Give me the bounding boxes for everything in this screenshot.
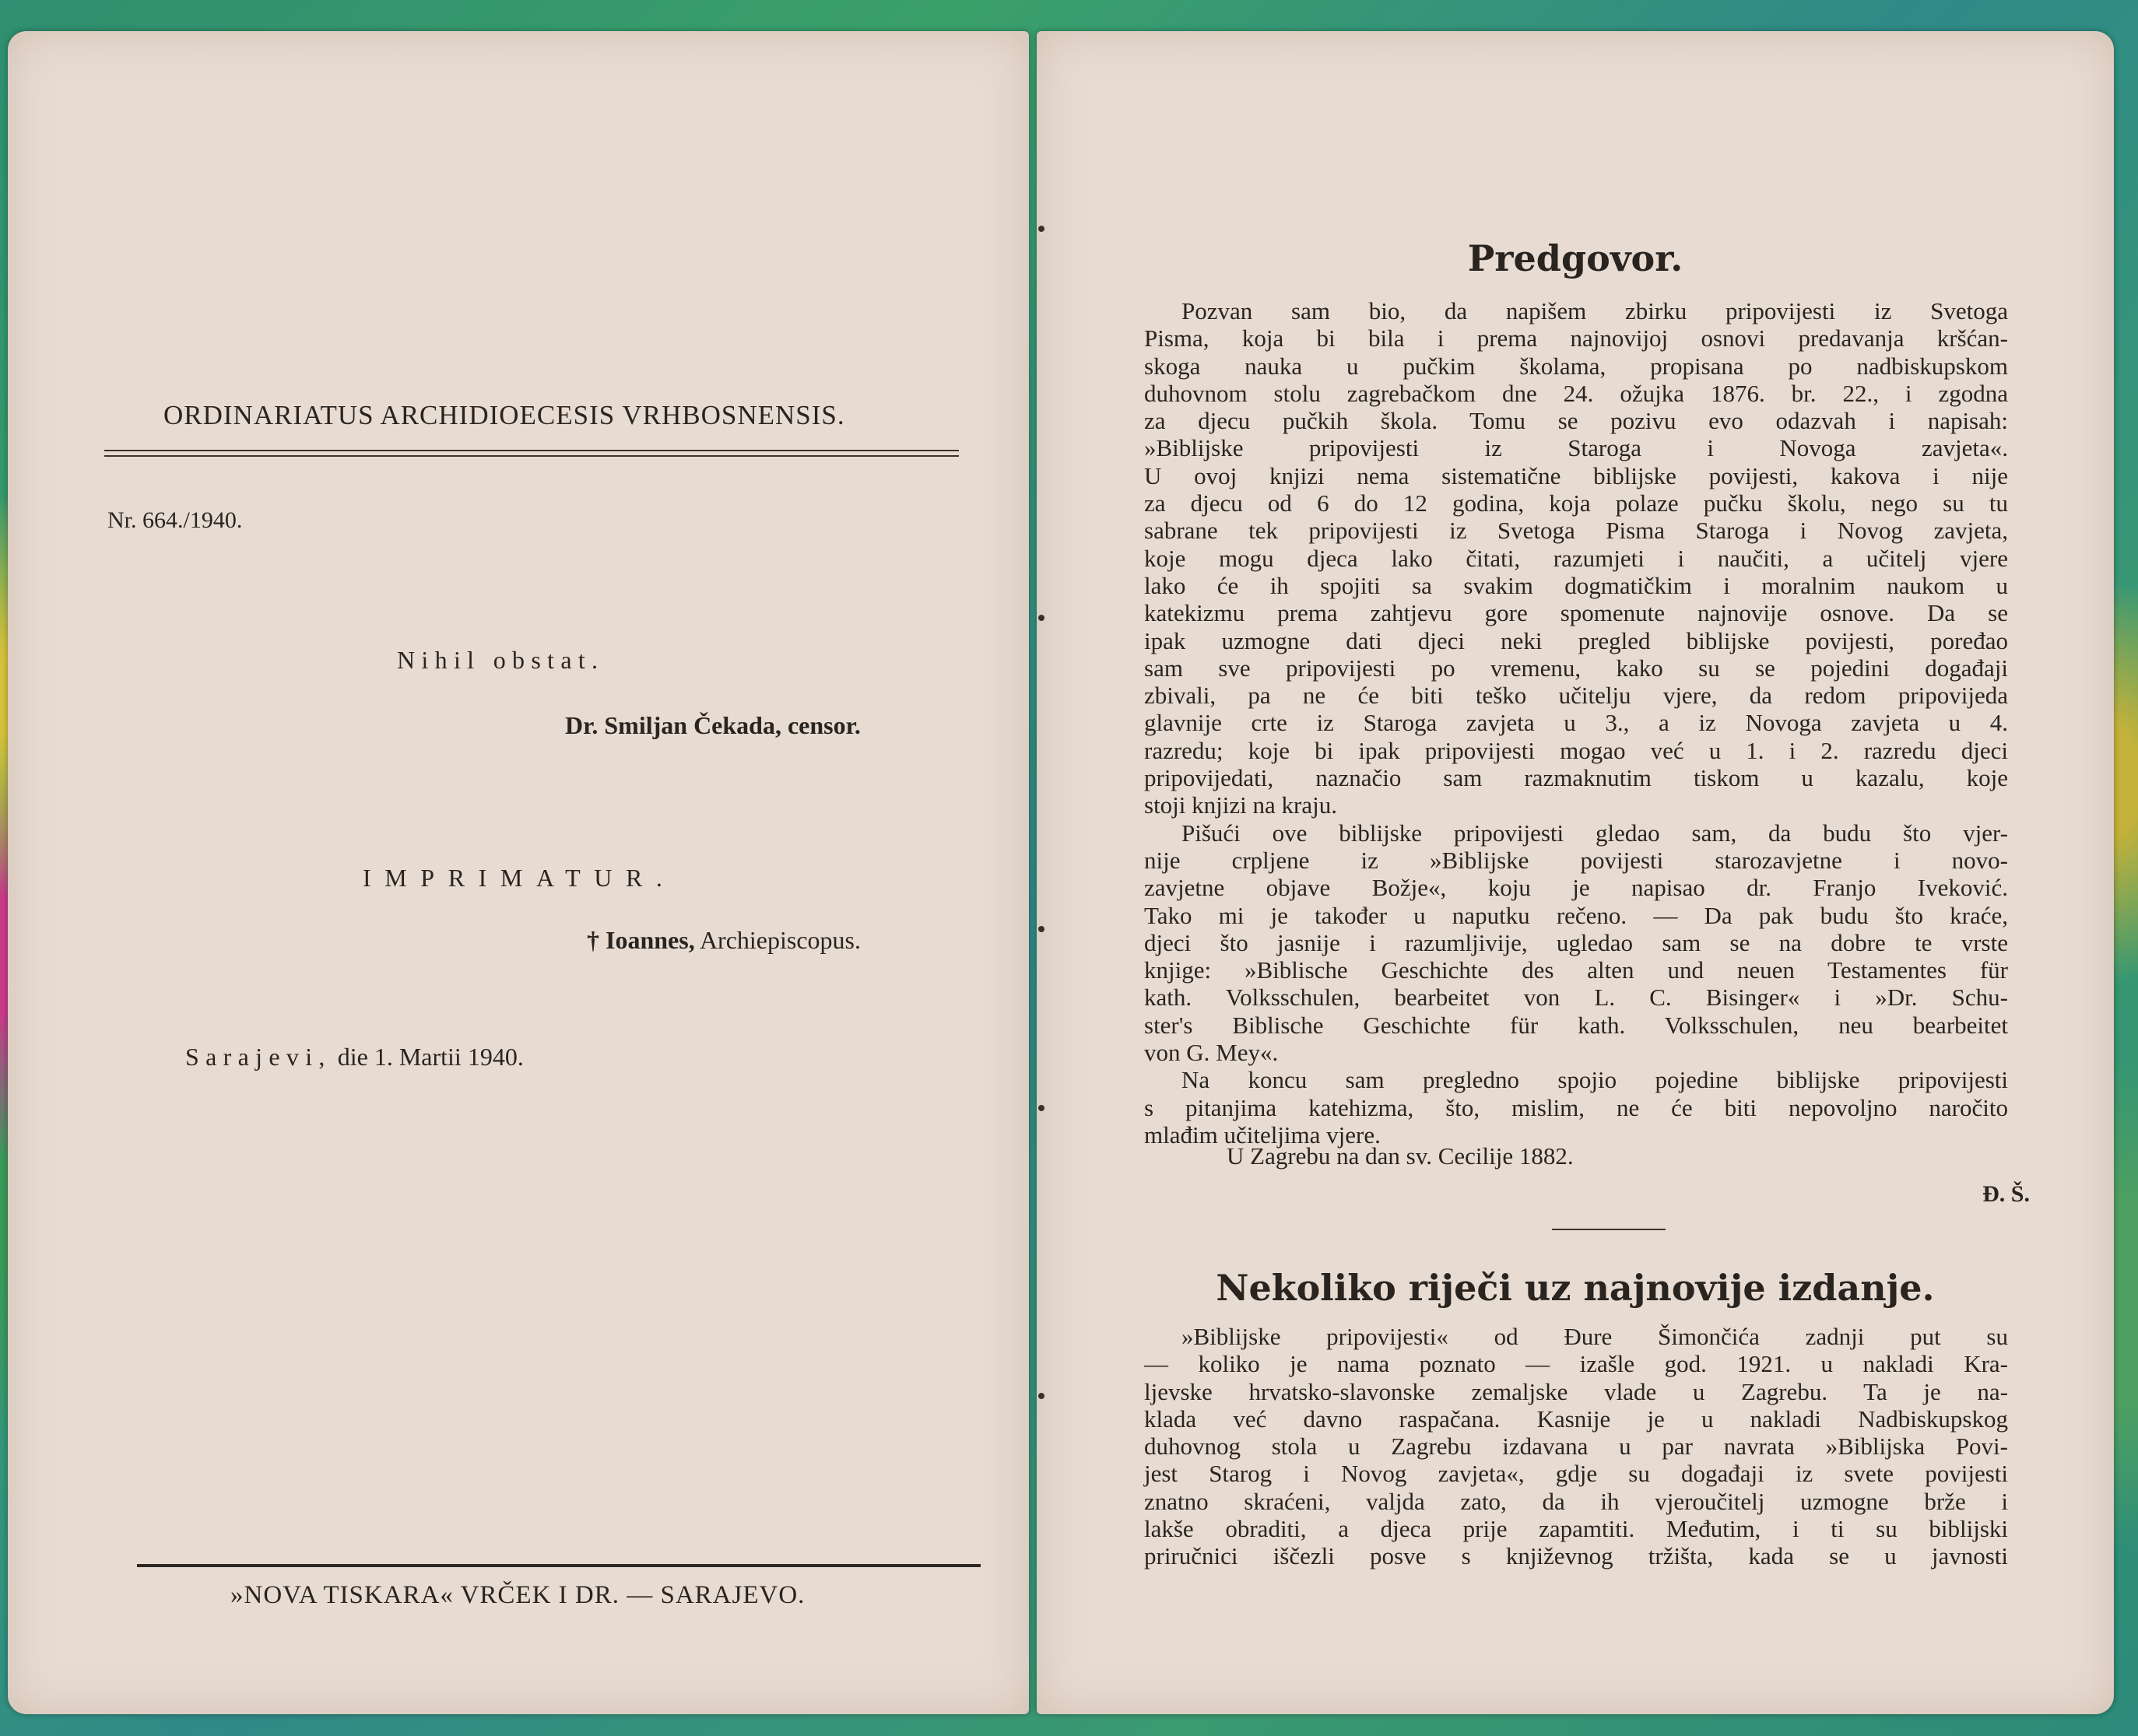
text-line: za djecu od 6 do 12 godina, koja polaze pučku školu, nego su tu [1144,489,2008,517]
text-line: zbivali, pa ne će biti teško učitelju vjere, da redom pripovijeda [1144,682,2008,710]
printer-imprint: »NOVA TISKARA« VRČEK I DR. — SARAJEVO. [230,1581,806,1609]
double-rule-divider [104,450,959,457]
text-line: ljevske hrvatsko-slavonske zemaljske vlade u Zagrebu. Ta je na- [1144,1377,2008,1405]
text-line: kath. Volksschulen, bearbeitet von L. C. Bisinger« i »Dr. Schu- [1144,984,2008,1012]
binding-stitch [1038,926,1044,932]
left-page [8,31,1029,1714]
text-line: »Biblijske pripovijesti« od Đure Šimončića zadnji put su [1181,1323,2008,1350]
text-line: koje mogu djeca lako čitati, razumjeti i naučiti, a učitelj vjere [1144,544,2008,572]
right-page [1037,31,2114,1714]
text-line: znatno skraćeni, valjda zato, da ih vjeroučitelj uzmogne brže i [1144,1487,2008,1515]
text-line: klada već davno raspačana. Kasnije je u nakladi Nadbiskupskog [1144,1405,2008,1433]
document-number: Nr. 664./1940. [107,507,243,533]
text-line: glavnije crte iz Staroga zavjeta u 3., a iz Novoga zavjeta u 4. [1144,709,2008,737]
archbishop-signature [587,926,861,955]
author-initials: Đ. Š. [1982,1181,2030,1207]
text-line: stoji knjizi na kraju. [1144,791,1337,819]
text-line: lakše obraditi, a djeca prije zapamtiti. Međutim, i ti su biblijski [1144,1515,2008,1543]
text-line: Pisma, koja bi bila i prema najnovijoj osnovi predavanja kršćan- [1144,324,2008,352]
text-line: Pišući ove biblijske pripovijesti gledao sam, da budu što vjer- [1181,819,2008,847]
archbishop-name: † Ioannes, [587,926,695,954]
text-line: von G. Mey«. [1144,1039,1279,1067]
text-line: sabrane tek pripovijesti iz Svetoga Pisma Staroga i Novog zavjeta, [1144,517,2008,545]
new-edition-body [1144,1323,2008,1570]
binding-stitch [1038,1393,1044,1399]
text-line: lako će ih spojiti sa svakim dogmatičkim i moralnim naukom u [1144,571,2008,599]
text-line: duhovnom stolu zagrebačkom dne 24. ožujka 1876. br. 22., i zgodna [1144,379,2008,407]
text-line: nije crpljene iz »Biblijske povijesti starozavjetne i novo- [1144,846,2008,874]
preface-body [1144,297,2008,1149]
binding-stitch [1038,1105,1044,1111]
text-line: s pitanjima katehizma, što, mislim, ne će biti nepovoljno naročito [1144,1093,2008,1121]
archbishop-title: Archiepiscopus. [699,926,861,954]
text-line: djeci što jasnije i razumljivije, ugledao sam se na dobre te vrste [1144,928,2008,956]
place-date-line [185,1043,524,1071]
place-name: Sarajevi, [185,1043,332,1071]
text-line: U ovoj knjizi nema sistematične biblijske povijesti, kakova i nije [1144,461,2008,489]
nihil-obstat-label: Nihil obstat. [397,646,605,674]
ordinariate-header: ORDINARIATUS ARCHIDIOECESIS VRHBOSNENSIS. [163,400,845,430]
censor-signature: Dr. Smiljan Čekada, censor. [565,711,861,739]
text-line: duhovnog stola u Zagrebu izdavana u par navrata »Biblijska Povi- [1144,1433,2008,1461]
text-line: Tako mi je također u naputku rečeno. — Da pak budu što kraće, [1144,901,2008,929]
text-line: — koliko je nama poznato — izašle god. 1921. u nakladi Kra- [1144,1350,2008,1378]
text-line: razredu; koje bi ipak pripovijesti mogao već u 1. i 2. razredu djeci [1144,736,2008,764]
text-line: »Biblijske pripovijesti iz Staroga i Novoga zavjeta«. [1144,434,2008,462]
preface-place-date: U Zagrebu na dan sv. Cecilije 1882. [1227,1142,1574,1170]
text-line: priručnici iščezli posve s književnog tržišta, kada se u javnosti [1144,1542,2008,1570]
text-line: skoga nauka u pučkim školama, propisana po nadbiskupskom [1144,352,2008,380]
text-line: ster's Biblische Geschichte für kath. Volksschulen, neu bearbeitet [1144,1011,2008,1039]
text-line: katekizmu prema zahtjevu gore spomenute najnovije osnove. Da se [1144,599,2008,627]
text-line: ipak uzmogne dati djeci neki pregled biblijske povijesti, poređao [1144,626,2008,654]
text-line: jest Starog i Novog zavjeta«, gdje su događaji iz svete povijesti [1144,1460,2008,1488]
bottom-rule-divider [137,1564,981,1567]
text-line: sam sve pripovijesti po vremenu, kako su se pojedini događaji [1144,654,2008,682]
text-line: za djecu pučkih škola. Tomu se pozivu evo odazvah i napisah: [1144,407,2008,435]
text-line: Pozvan sam bio, da napišem zbirku pripovijesti iz Svetoga [1181,297,2008,324]
preface-title: Predgovor. [1467,237,1683,279]
section-divider [1552,1229,1666,1230]
binding-stitch [1038,615,1044,621]
imprimatur-label: IMPRIMATUR. [363,864,676,892]
text-line: zavjetne objave Božje«, koju je napisao dr. Franjo Iveković. [1144,874,2008,902]
text-line: mlađim učiteljima vjere. [1144,1121,1381,1149]
text-line: pripovijedati, naznačio sam razmaknutim tiskom u kazalu, koje [1144,764,2008,792]
new-edition-title: Nekoliko riječi uz najnovije izdanje. [1216,1267,1935,1309]
text-line: Na koncu sam pregledno spojio pojedine biblijske pripovijesti [1181,1066,2008,1094]
approval-date: die 1. Martii 1940. [337,1043,524,1071]
binding-stitch [1038,226,1044,232]
text-line: knjige: »Biblische Geschichte des alten und neuen Testamentes für [1144,956,2008,984]
